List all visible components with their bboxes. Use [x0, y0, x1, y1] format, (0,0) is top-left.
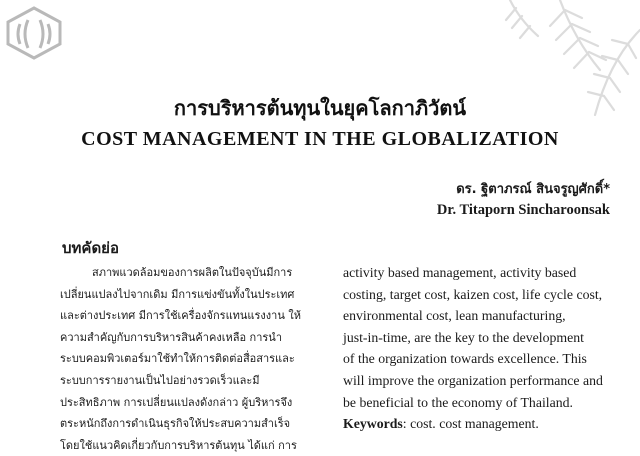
- abstract-english-line: will improve the organization performance and: [343, 372, 603, 388]
- abstract-thai-line: สภาพแวดล้อมของการผลิตในปัจจุบันมีการ: [92, 266, 293, 279]
- abstract-english-line: just-in-time, are the key to the development: [343, 329, 584, 345]
- author-thai: ดร. ฐิตาภรณ์ สินจรูญศักดิ์*: [456, 182, 610, 197]
- abstract-english-line: costing, target cost, kaizen cost, life cycle cost,: [343, 286, 603, 302]
- journal-emblem-icon: [2, 4, 66, 60]
- abstract-thai-line: และต่างประเทศ มีการใช้เครื่องจักรแทนแรงงาน ให้: [60, 309, 301, 323]
- abstract-english-column: [343, 262, 611, 435]
- abstract-thai-line: ระบบการรายงานเป็นไปอย่างรวดเร็วและมี: [60, 373, 260, 387]
- abstract-thai-line: ประสิทธิภาพ การเปลี่ยนแปลงดังกล่าว ผู้บริหารจึง: [60, 395, 293, 409]
- abstract-thai-line: ระบบคอมพิวเตอร์มาใช้ทำให้การติดต่อสื่อสารและ: [60, 352, 295, 366]
- abstract-english-line: of the organization towards excellence. This: [343, 351, 587, 367]
- abstract-english-line: activity based management, activity based: [343, 265, 577, 280]
- title-thai: การบริหารต้นทุนในยุคโลกาภิวัตน์: [173, 96, 467, 120]
- abstract-english-line: environmental cost, lean manufacturing,: [343, 308, 566, 324]
- keywords-label: Keywords: [343, 416, 403, 432]
- abstract-thai-line: โดยใช้แนวคิดเกี่ยวกับการบริหารต้นทุน ได้แก่ การ: [60, 438, 297, 452]
- title-english: COST MANAGEMENT IN THE GLOBALIZATION: [81, 128, 559, 150]
- keywords-line: [343, 413, 611, 435]
- abstract-thai-line: ตระหนักถึงการดำเนินธุรกิจให้ประสบความสำเร็จ: [60, 417, 291, 431]
- abstract-thai-column: [60, 262, 326, 456]
- abstract-thai-line: ความสำคัญกับการบริหารสินค้าคงเหลือ การนำ: [60, 330, 282, 344]
- author-english: Dr. Titaporn Sincharoonsak: [436, 202, 610, 218]
- keywords-text: : cost. cost management.: [402, 416, 539, 432]
- abstract-thai-line: เปลี่ยนแปลงไปจากเดิม มีการแข่งขันทั้งในประเทศ: [60, 287, 295, 301]
- abstract-english-line: be beneficial to the economy of Thailand.: [343, 394, 573, 410]
- abstract-heading: บทคัดย่อ: [62, 239, 119, 257]
